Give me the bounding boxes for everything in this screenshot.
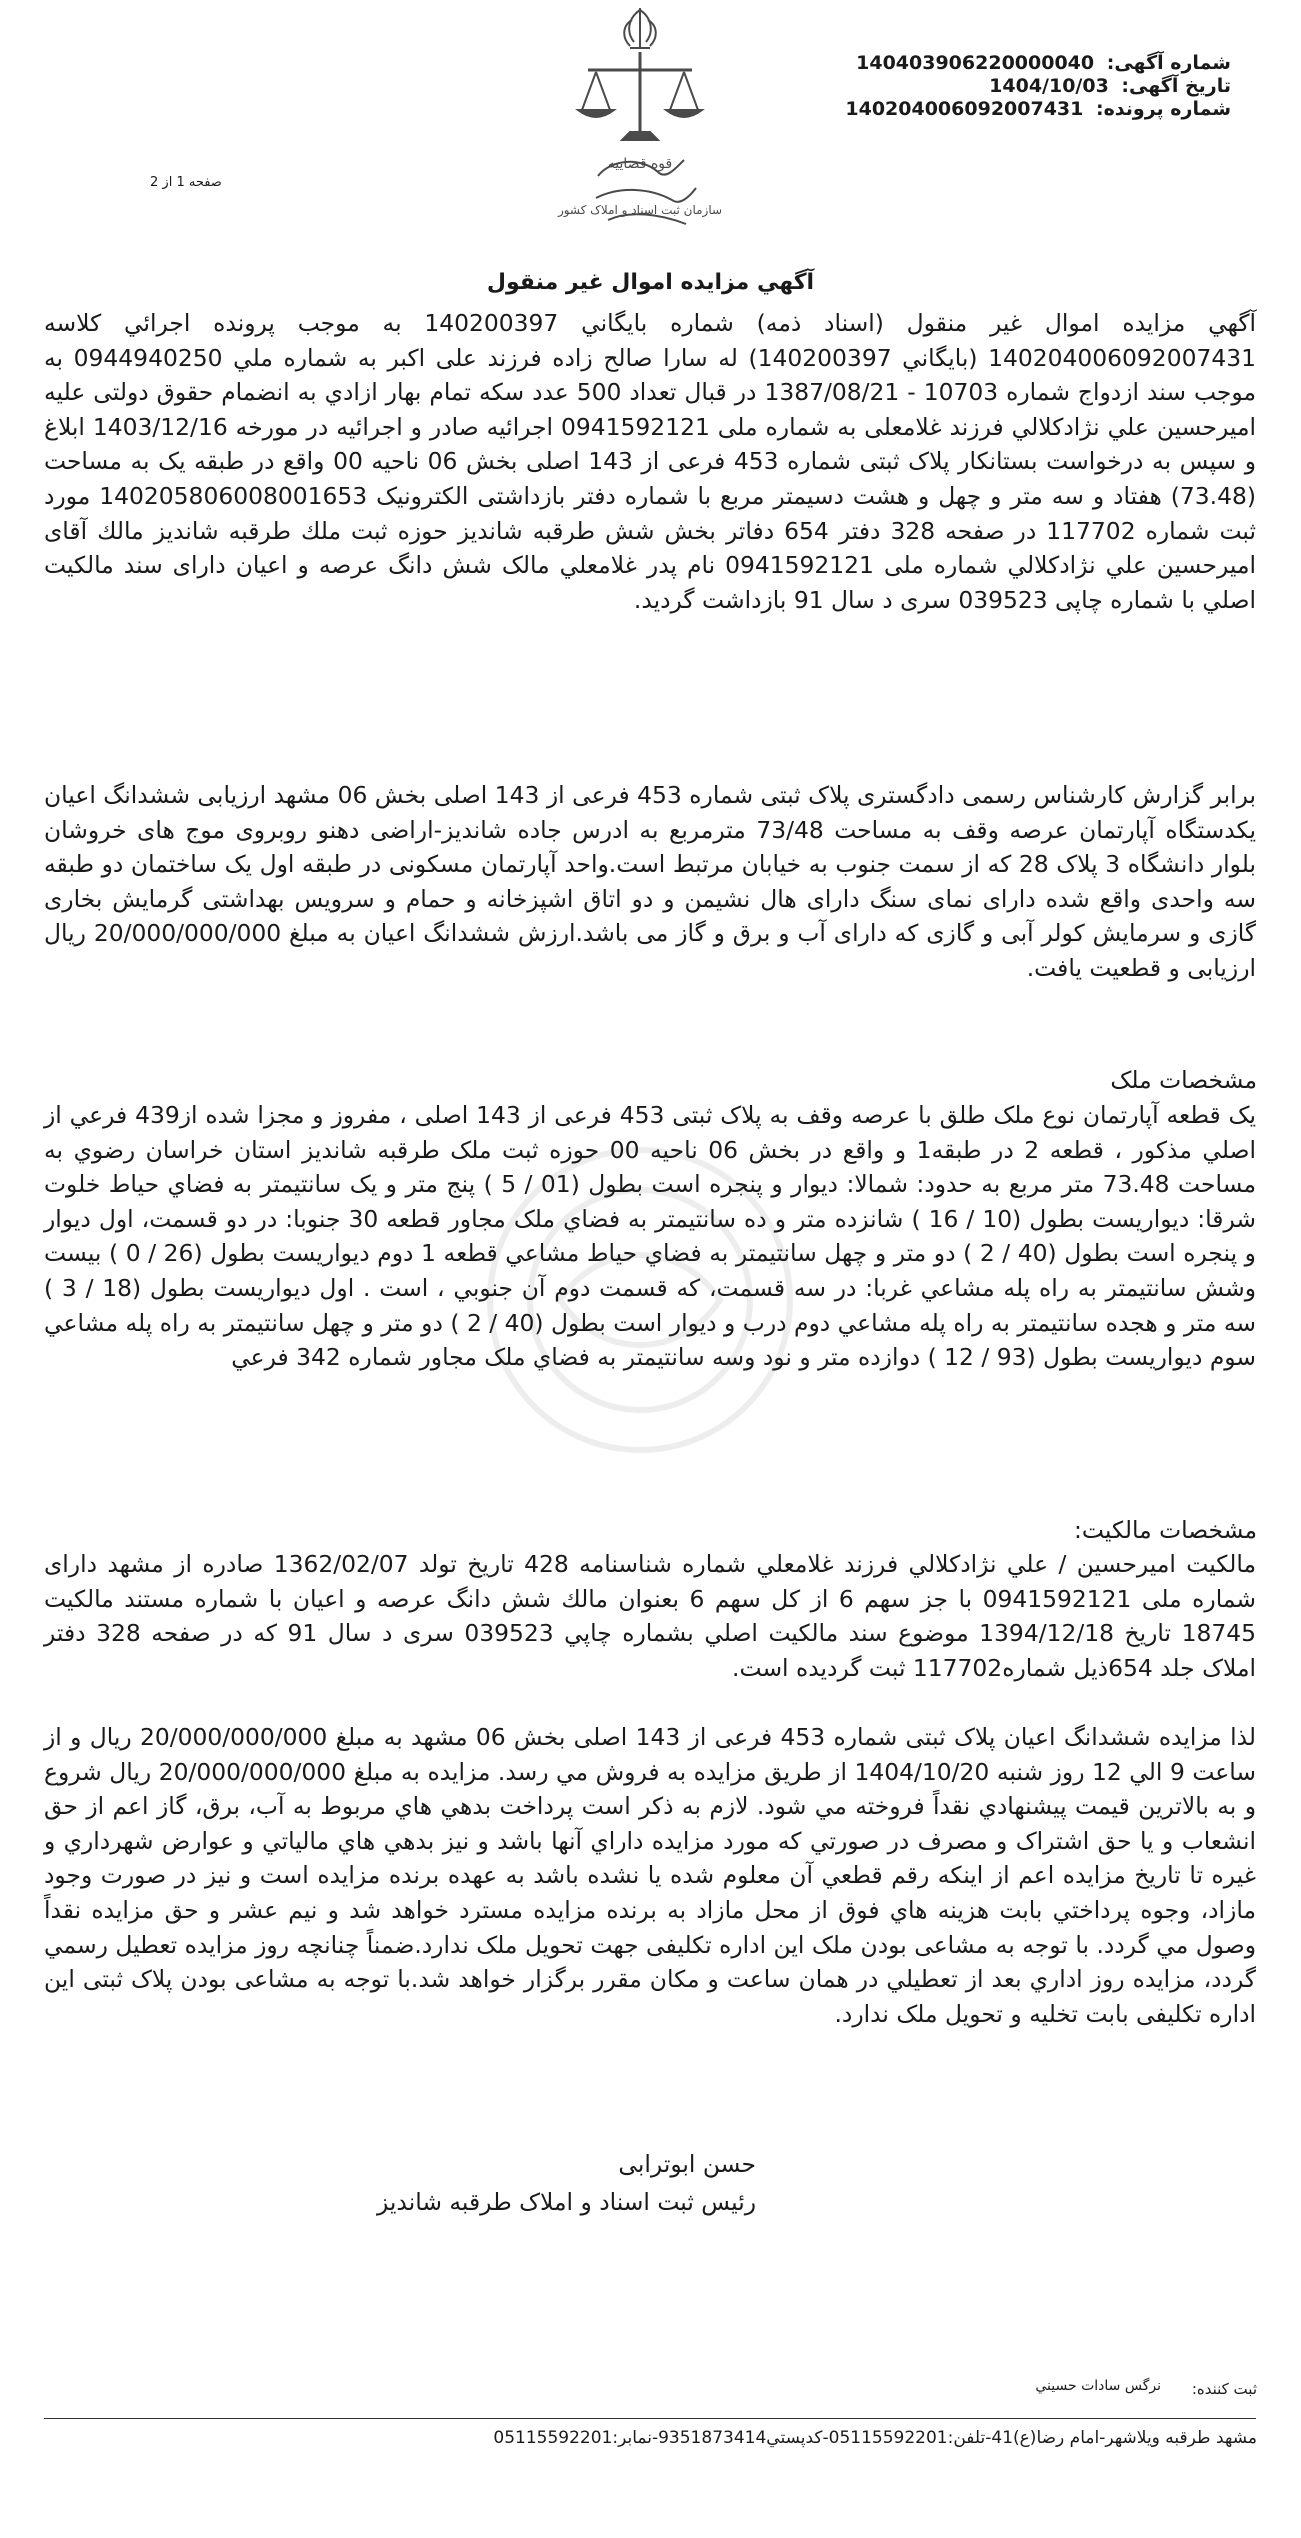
emblem-org: سازمان ثبت اسناد و املاک کشور [557,203,723,217]
signatory-title: رئیس ثبت اسناد و املاک طرقبه شاندیز [377,2188,756,2216]
intro-paragraph: آگهي مزايده اموال غير منقول (اسناد ذمه) شماره بايگاني 140200397 به موجب پرونده اجرائي كلاسه 140204006092007431 (بايگاني 140200397) له سارا صالح زاده فرزند علی اکبر به شماره ملي 0944940250 به موجب سند ازدواج شماره 10703 - 1387/08/21 در قبال تعداد 500 عدد سکه تمام بهار ازادي به انضمام حقوق دولتی علیه امیرحسین علي نژادکلالي فرزند غلامعلی به شماره ملی 0941592121 اجرائيه صادر و اجرائيه در مورخه 1403/12/16 ابلاغ و سپس به درخواست بستانكار پلاک ثبتی شماره 453 فرعی از 143 اصلی بخش 06 ناحيه 00 واقع در طبقه یک به مساحت (73.48) هفتاد و سه متر و چهل و هشت دسيمتر مربع با شماره دفتر بازداشتی الکترونیک 140205806008001653 مورد ثبت شماره 117702 در صفحه 328 دفتر 654 دفاتر بخش شش طرقبه شانديز حوزه ثبت ملك طرقبه شانديز مالك آقای امیرحسین علي نژادکلالي شماره ملی 0941592121 نام پدر غلامعلي مالک شش دانگ عرصه و اعيان دارای سند مالكيت اصلي با شماره چاپی 039523 سری د سال 91 بازداشت گرديد. [44,309,1256,614]
footer-divider [44,2418,1256,2419]
document-title: آگهي مزايده اموال غير منقول [486,270,815,295]
notice-number-line [711,52,1231,75]
notice-meta [711,52,1231,121]
judiciary-emblem-icon [500,0,780,238]
property-specs-heading: مشخصات ملک [1110,1066,1257,1094]
case-number-label: شماره پرونده: [1095,98,1231,120]
ownership-heading: مشخصات مالکیت: [1074,1516,1257,1544]
office-address-footer: مشهد طرقبه ويلاشهر-امام رضا(ع)41-تلفن:05115592201-کدپستي9351873414-نمابر:05115592201 [493,2428,1257,2448]
ownership-paragraph: مالکيت اميرحسين / علي نژادکلالي فرزند غلامعلي شماره شناسنامه 428 تاريخ تولد 1362/02/07 صادره از مشهد دارای شماره ملی 0941592121 با جز سهم 6 از كل سهم 6 بعنوان مالك شش دانگ عرصه و اعيان با شماره مستند مالكيت 18745 تاريخ 1394/12/18 موضوع سند مالكيت اصلي بشماره چاپي 039523 سری د سال 91 كه در صفحه 328 دفتر املاک جلد 654ذيل شماره117702 ثبت گرديده است. [44,1550,1256,1682]
notice-number-label: شماره آگهی: [1106,52,1231,74]
registrar-label: ثبت کننده: [1191,2380,1257,2398]
case-number: 140204006092007431 [845,98,1084,120]
notice-date-line [711,75,1231,98]
emblem-caption: قوه قضاییه [607,156,673,172]
signatory-name: حسن ابوترابی [618,2150,756,2178]
notice-number: 140403906220000040 [856,52,1095,74]
notice-date: 1404/10/03 [989,75,1109,97]
property-specs-paragraph: يک قطعه آپارتمان نوع ملک طلق با عرصه وقف به پلاک ثبتی 453 فرعی از 143 اصلی ، مفروز و مجزا شده از439 فرعي از اصلي مذكور ، قطعه 2 در طبقه1 و واقع در بخش 06 ناحیه 00 حوزه ثبت ملک طرقبه شانديز استان خراسان رضوي به مساحت 73.48 متر مربع به حدود: شمالا: ديوار و پنجره است بطول (01 / 5 ) پنج متر و يک سانتيمتر به فضاي حياط خلوت شرقا: ديواريست بطول (10 / 16 ) شانزده متر و ده سانتيمتر به فضاي ملک مجاور قطعه 30 جنوبا: در دو قسمت، اول ديوار و پنجره است بطول (40 / 2 ) دو متر و چهل سانتيمتر به فضاي حياط مشاعي قطعه 1 دوم ديواريست بطول (26 / 0 ) بيست وشش سانتيمتر به راه پله مشاعي غربا: در سه قسمت، كه قسمت دوم آن جنوبي ، است . اول ديواريست بطول (18 / 3 ) سه متر و هجده سانتيمتر به راه پله مشاعي دوم درب و ديوار است بطول (40 / 2 ) دو متر و چهل سانتيمتر به راه پله مشاعي سوم ديواريست بطول (93 / 12 ) دوازده متر و نود وسه سانتيمتر به فضاي ملک مجاور شماره 342 فرعي [44,1101,1256,1372]
notice-date-label: تاریخ آگهی: [1121,75,1231,97]
appraisal-paragraph: برابر گزارش کارشناس رسمی دادگستری پلاک ثبتی شماره 453 فرعی از 143 اصلی بخش 06 مشهد ارزیابی ششدانگ اعیان یکدستگاه آپارتمان عرصه وقف به مساحت 73/48 مترمربع به ادرس جاده شاندیز-اراضی دهنو روبروی موج های خروشان بلوار دانشگاه 3 پلاک 28 که از سمت جنوب به خیابان مرتبط است.واحد آپارتمان مسکونی در طبقه اول یک ساختمان دو طبقه سه واحدی واقع شده دارای نمای سنگ دارای هال نشیمن و دو اتاق اشپزخانه و حمام و سرویس بهداشتی گرمایش بخاری گازی و سرمایش کولر آبی و گازی که دارای آب و برق و گاز می باشد.ارزش ششدانگ اعیان به مبلغ 20/000/000/000 ریال ارزیابی و قطعیت یافت. [44,781,1257,982]
case-number-line [711,98,1231,121]
page-indicator: صفحه 1 از 2 [150,175,222,190]
auction-terms-paragraph: لذا مزایده ششدانگ اعیان پلاک ثبتی شماره 453 فرعی از 143 اصلی بخش 06 مشهد به مبلغ 20/000/000/000 ریال و از ساعت 9 الي 12 روز شنبه 1404/10/20 از طريق مزايده به فروش مي رسد. مزايده به مبلغ 20/000/000/000 ریال شروع و به بالاترين قيمت پيشنهادي نقداً فروخته مي شود. لازم به ذکر است پرداخت بدهي هاي مربوط به آب، برق، گاز اعم از حق انشعاب و يا حق اشتراک و مصرف در صورتي که مورد مزايده داراي آنها باشد و نيز بدهي هاي مالياتي و عوارض شهرداري و غيره تا تاريخ مزايده اعم از اينکه رقم قطعي آن معلوم شده يا نشده باشد به عهده برنده مزايده است و نيز در صورت وجود مازاد، وجوه پرداختي بابت هزينه هاي فوق از محل مازاد به برنده مزايده مسترد خواهد شد و نيم عشر و حق مزايده نقداً وصول مي گردد. با توجه به مشاعی بودن ملک این اداره تکلیفی جهت تحویل ملک ندارد.ضمناً چنانچه روز مزايده تعطيل رسمي گردد، مزايده روز اداري بعد از تعطيلي در همان ساعت و مكان مقرر برگزار خواهد شد.با توجه به مشاعی بودن پلاک ثبتی این اداره تکلیفی بابت تخلیه و تحویل ملک ندارد. [44,1723,1257,2028]
registrar-name: نرگس سادات حسيني [1035,2378,1161,2394]
